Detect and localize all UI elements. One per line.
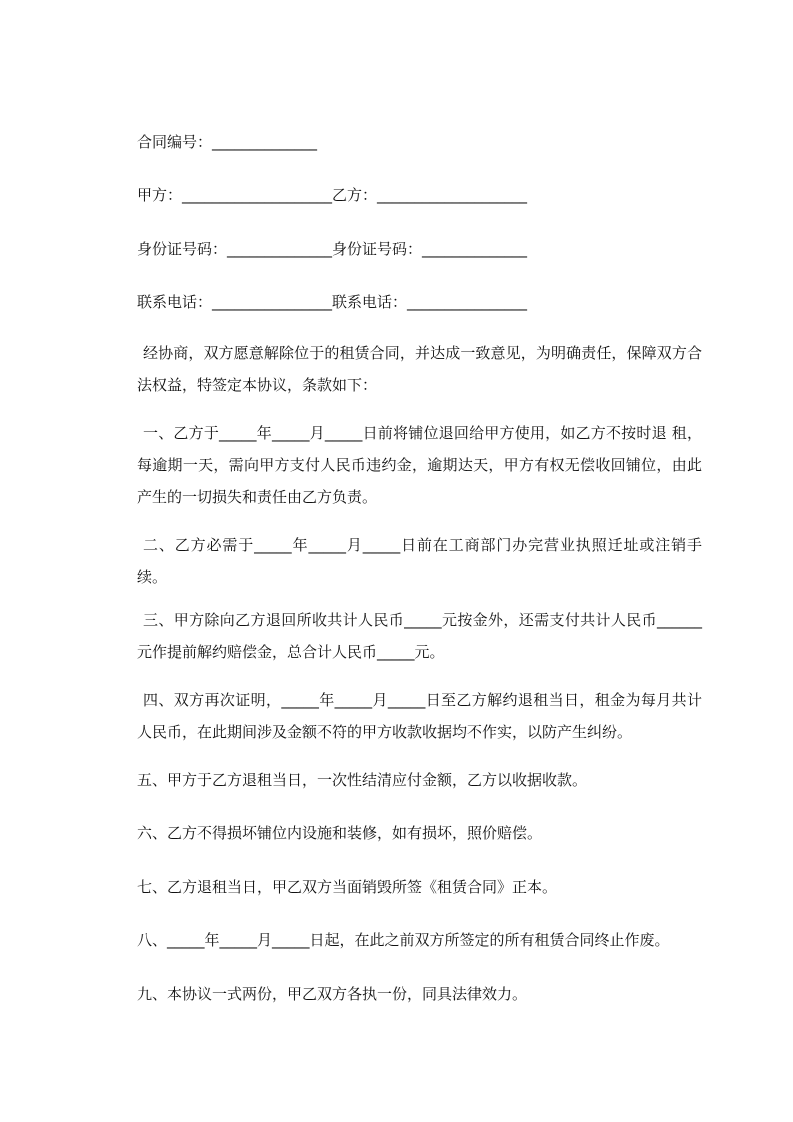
intro-paragraph: 经协商，双方愿意解除位于的租赁合同，并达成一致意见，为明确责任，保障双方合法权益，特签定本协议，条款如下：: [137, 344, 702, 394]
clause-8: 八、_____年_____月_____日起，在此之前双方所签定的所有租赁合同终止作废。: [137, 931, 670, 949]
clause-1: 一、乙方于_____年_____月_____日前将铺位退回给甲方使用，如乙方不按时退 租，每逾期一天，需向甲方支付人民币违约金，逾期达天，甲方有权无偿收回铺位，由此产生的一切损失和责任由乙方负责。: [137, 424, 702, 506]
contract-number-line: 合同编号：______________: [137, 133, 318, 151]
id-number-line: 身份证号码：______________身份证号码：______________: [137, 240, 528, 258]
clause-9: 九、本协议一式两份，甲乙双方各执一份，同具法律效力。: [137, 985, 528, 1003]
party-names-line: 甲方：____________________乙方：____________________: [137, 186, 528, 204]
clause-3: 三、甲方除向乙方退回所收共计人民币_____元按金外，还需支付共计人民币______元作提前解约赔偿金，总合计人民币_____元。: [137, 611, 702, 661]
phone-line: 联系电话：________________联系电话：________________: [137, 293, 528, 311]
clause-2: 二、乙方必需于_____年_____月_____日前在工商部门办完营业执照迁址或注销手续。: [137, 536, 702, 586]
clause-5: 五、甲方于乙方退租当日，一次性结清应付金额，乙方以收据收款。: [137, 771, 588, 789]
clause-4: 四、双方再次证明，_____年_____月_____日至乙方解约退租当日，租金为每月共计人民币，在此期间涉及金额不符的甲方收款收据均不作实，以防产生纠纷。: [137, 691, 702, 741]
clause-7: 七、乙方退租当日，甲乙双方当面销毁所签《租赁合同》正本。: [137, 878, 558, 896]
clause-6: 六、乙方不得损坏铺位内设施和装修，如有损坏，照价赔偿。: [137, 824, 543, 842]
